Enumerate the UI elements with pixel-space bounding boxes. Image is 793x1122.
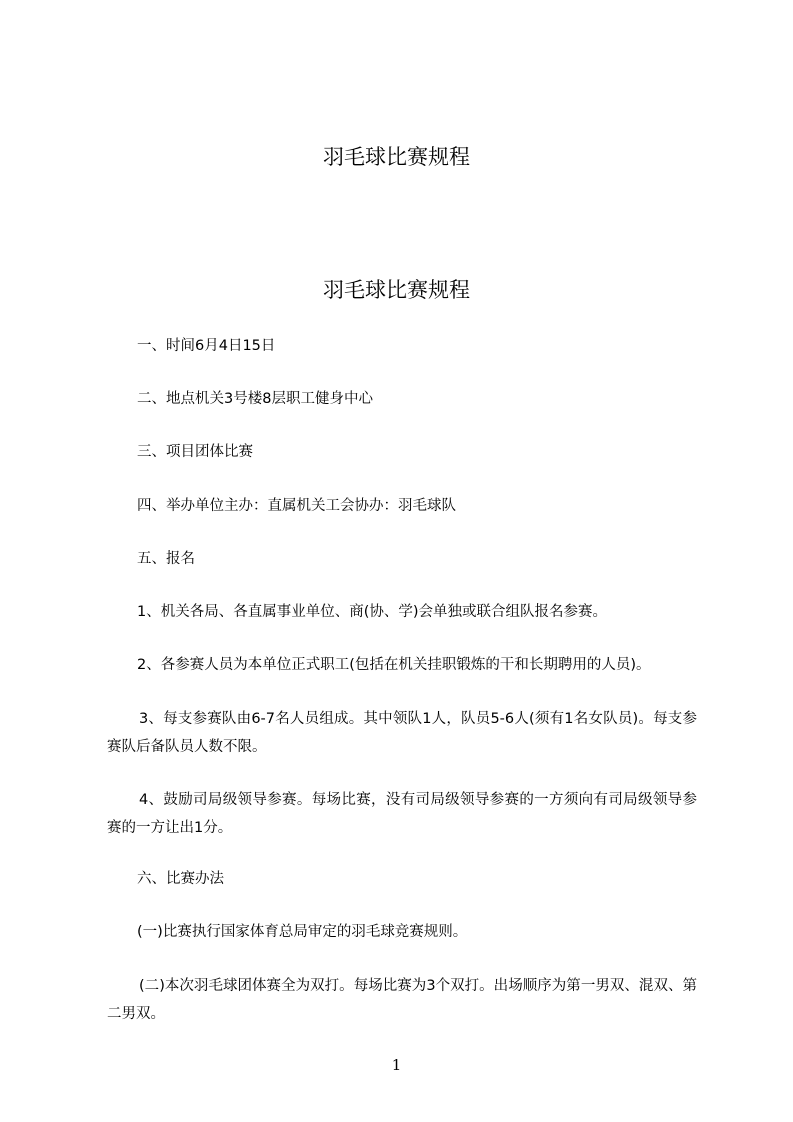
page-number: 1 xyxy=(391,1056,402,1074)
section-organizer: 四、举办单位主办：直属机关工会协办：羽毛球队 xyxy=(137,498,456,514)
registration-item-4: 4、鼓励司局级领导参赛。每场比赛，没有司局级领导参赛的一方须向有司局级领导参赛的一方让出1分。 xyxy=(107,792,697,836)
method-item-2: (二)本次羽毛球团体赛全为双打。每场比赛为3个双打。出场顺序为第一男双、混双、第二男双。 xyxy=(107,978,697,1022)
section-registration: 五、报名 xyxy=(137,551,195,567)
method-item-1: (一)比赛执行国家体育总局审定的羽毛球竞赛规则。 xyxy=(137,924,468,940)
registration-item-3: 3、每支参赛队由6-7名人员组成。其中领队1人，队员5-6人(须有1名女队员)。每支参赛队后备队员人数不限。 xyxy=(107,711,697,755)
cover-title: 羽毛球比赛规程 xyxy=(323,145,470,169)
registration-item-2: 2、各参赛人员为本单位正式职工(包括在机关挂职锻炼的干和长期聘用的人员)。 xyxy=(137,657,651,673)
document-title: 羽毛球比赛规程 xyxy=(323,278,470,302)
section-competition-method: 六、比赛办法 xyxy=(137,871,224,887)
section-location: 二、地点机关3号楼8层职工健身中心 xyxy=(137,391,373,407)
registration-item-1: 1、机关各局、各直属事业单位、商(协、学)会单独或联合组队报名参赛。 xyxy=(137,604,608,620)
section-event: 三、项目团体比赛 xyxy=(137,444,253,460)
section-time: 一、时间6月4日15日 xyxy=(137,338,276,354)
